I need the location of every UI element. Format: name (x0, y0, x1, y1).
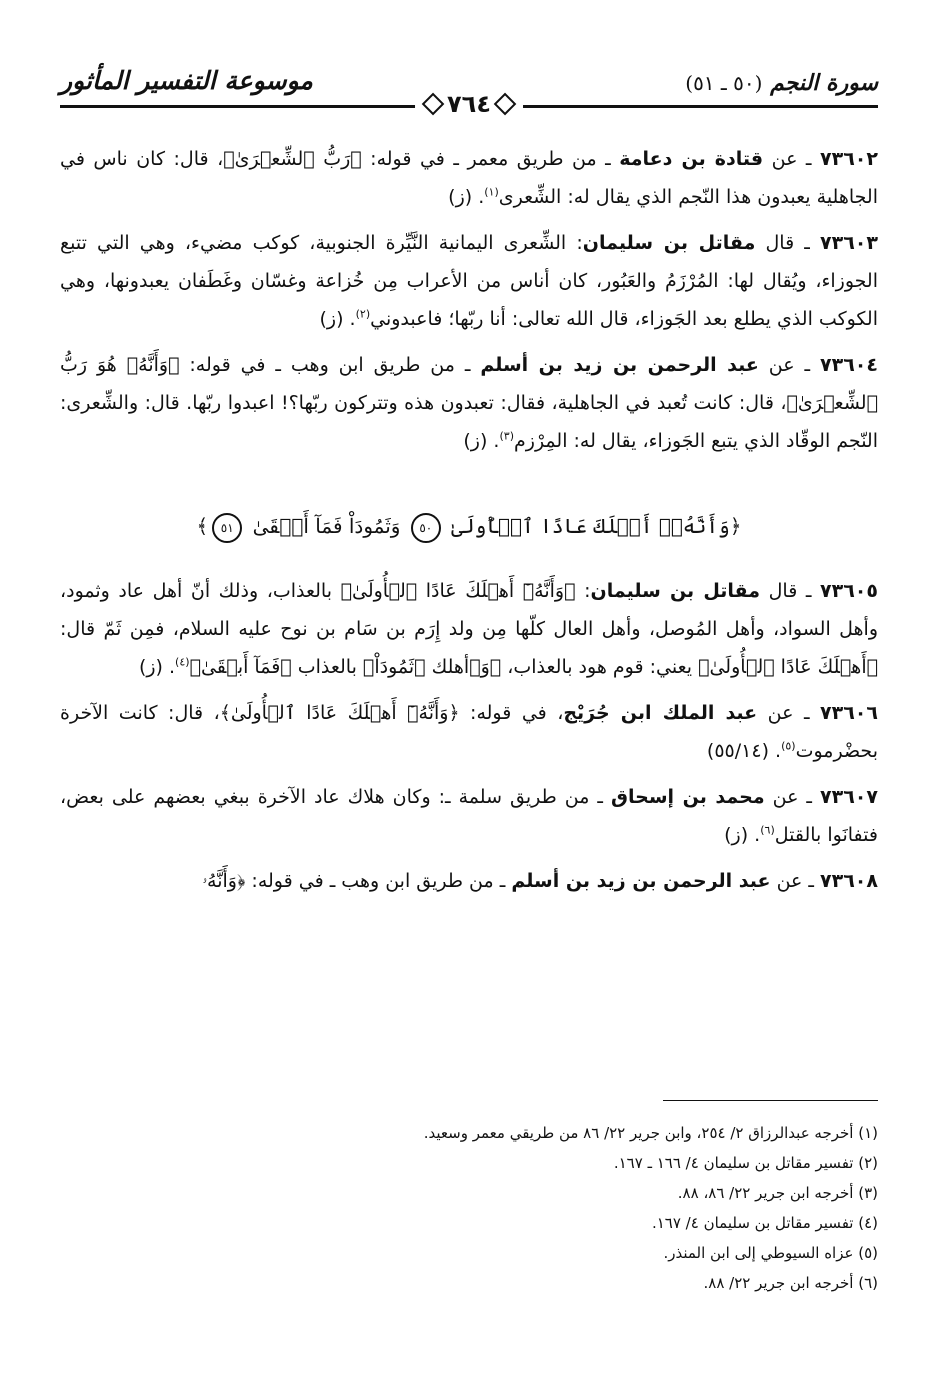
entry-tail: . (ز) (319, 308, 356, 330)
entry-lead: ـ عن (768, 354, 811, 376)
entry (60, 862, 878, 900)
page-body (60, 140, 878, 908)
entry-text: ـ من طريق ابن وهب ـ في قوله: ﴿وَأَنَّهُۥ هُوَ رَبُّ ٱلشِّعۡرَىٰ﴾، قال: كانت تُعبد في الجاهلية، فقال: تعبدون هذه وتتركون ربّها؟! اعبدوا ربّها. قال: والشِّعرى: النّجم الوقّاد الذي يتبع الجَوزاء، يقال له: المِرْزم (60, 354, 878, 452)
entry-tail: . (٥٥/١٤) (706, 740, 782, 762)
narrator-name: مقاتل بن سليمان (582, 232, 756, 254)
entry-tail: . (ز) (724, 824, 761, 846)
entry-number: ٧٣٦٠٥ (820, 580, 878, 602)
entry-number: ٧٣٦٠٢ (820, 148, 878, 170)
entry-text: ، في قوله: ﴿وَأَنَّهُۥٓ أَهۡلَكَ عَادًا ٱلۡأُولَىٰ﴾، قال: كانت الآخرة بحضْرموت (60, 702, 878, 762)
quran-verse (60, 506, 878, 546)
entry-tail: . (ز) (448, 186, 485, 208)
entry-number: ٧٣٦٠٣ (820, 232, 878, 254)
entry-text: ـ من طريق سلمة ـ: وكان هلاك عاد الآخرة ببغي بعضهم على بعض، فتفانَوا بالقتل (60, 786, 878, 846)
footnote-divider (663, 1100, 878, 1101)
ornament-icon (422, 93, 445, 116)
entry-text: ـ من طريق ابن وهب ـ في قوله: ﴿وَأَنَّهُۥ (202, 870, 506, 892)
entry-lead: ـ عن (776, 870, 814, 892)
footnote-ref[interactable]: (٣) (499, 429, 514, 443)
entry-lead: ـ عن (772, 786, 812, 808)
footnote-ref[interactable]: (٤) (175, 655, 190, 669)
entry (60, 572, 878, 686)
entry-tail: . (ز) (463, 430, 500, 452)
entry (60, 346, 878, 460)
footnote-item: (٣) أخرجه ابن جرير ٢٢/ ٨٦، ٨٨. (677, 1184, 878, 1202)
footnote-ref[interactable]: (١) (484, 185, 499, 199)
entry-tail: . (ز) (138, 656, 176, 678)
entry (60, 224, 878, 338)
footnote-item: (٥) عزاه السيوطي إلى ابن المنذر. (663, 1244, 878, 1262)
surah-name: سورة النجم (770, 70, 878, 96)
verse-text: وَثَمُودَاْ فَمَآ أَبۡقَىٰ (252, 514, 401, 538)
ayah-number-icon: ٥١ (212, 513, 242, 543)
narrator-name: عبد الرحمن بن زيد بن أسلم (511, 870, 771, 892)
narrator-name: قتادة بن دعامة (619, 148, 764, 170)
page-number-box (415, 90, 523, 118)
entry-number: ٧٣٦٠٦ (820, 702, 878, 724)
book-title: موسوعة التفسير المأثور (60, 66, 313, 95)
entry-number: ٧٣٦٠٧ (820, 786, 878, 808)
narrator-name: عبد الرحمن بن زيد بن أسلم (480, 354, 759, 376)
footnote-ref[interactable]: (٥) (781, 739, 796, 753)
ayat-range: (٥٠ ـ ٥١) (685, 71, 763, 95)
verse-text: ﴿وَأَنَّهُۥٓ أَهۡلَكَ عَادًا ٱلۡأُولَىٰ (451, 514, 742, 538)
narrator-name: عبد الملك ابن جُرَيْج (563, 702, 758, 724)
entry-text: : الشِّعرى اليمانية النَّيِّرة الجنوبية، كوكب مضيء، وهي التي تتبع الجوزاء، ويُقال لها: المُرْزَمُ والعَبُور، كان أناس من الأعراب مِن خُزاعة وغسّان وغَطَفان يعبدونها، وهي الكوكب الذي يطلع بعد الجَوزاء، قال الله تعالى: أنا ربّها؛ فاعبدوني (60, 232, 878, 330)
footnote-ref[interactable]: (٢) (355, 307, 371, 321)
ornament-icon (494, 93, 517, 116)
entry-lead: ـ عن (767, 702, 810, 724)
entry-number: ٧٣٦٠٤ (820, 354, 878, 376)
footnotes (60, 1118, 878, 1298)
footnote-item: (٤) تفسير مقاتل بن سليمان ٤/ ١٦٧. (651, 1214, 878, 1232)
footnote-item: (٢) تفسير مقاتل بن سليمان ٤/ ١٦٦ ـ ١٦٧. (613, 1154, 878, 1172)
verse-bracket: ﴾ (196, 514, 209, 538)
entry-lead: ـ عن (771, 148, 812, 170)
entry-number: ٧٣٦٠٨ (820, 870, 878, 892)
entry-text: : ﴿وَأَنَّهُۥٓ أَهۡلَكَ عَادًا ٱلۡأُولَىٰ﴾ بالعذاب، وذلك أنّ أهل عاد وثمود، وأهل السواد، وأهل المُوصل، وأهل العال كلّها مِن ولد إِرَم بن سَام بن نوح عليه السلام، فمِن ثَمّ قال: ﴿أَهۡلَكَ عَادًا ٱلۡأُولَىٰ﴾ يعني: قوم هود بالعذاب، ﴿وَ﴾أهلك ﴿ثَمُودَاْ﴾ بالعذاب ﴿فَمَآ أَبۡقَىٰ﴾ (60, 580, 878, 678)
page-number: ٧٦٤ (447, 90, 491, 118)
footnote-item: (٦) أخرجه ابن جرير ٢٢/ ٨٨. (703, 1274, 878, 1292)
entry-text: ـ من طريق معمر ـ في قوله: ﴿رَبُّ ٱلشِّعۡرَىٰ﴾، قال: كان ناس في الجاهلية يعبدون هذا النّجم الذي يقال له: الشِّعرى (60, 148, 878, 208)
entry-lead: ـ قال (768, 580, 812, 602)
entry (60, 778, 878, 854)
entry (60, 140, 878, 216)
footnote-item: (١) أخرجه عبدالرزاق ٢/ ٢٥٤، وابن جرير ٢٢/ ٨٦ من طريقي معمر وسعيد. (423, 1124, 878, 1142)
narrator-name: مقاتل بن سليمان (590, 580, 760, 602)
footnote-ref[interactable]: (٦) (760, 823, 775, 837)
ayah-number-icon: ٥٠ (411, 513, 441, 543)
surah-title (685, 70, 878, 96)
entry (60, 694, 878, 770)
narrator-name: محمد بن إسحاق (611, 786, 765, 808)
entry-lead: ـ قال (765, 232, 810, 254)
page-header (60, 62, 878, 122)
